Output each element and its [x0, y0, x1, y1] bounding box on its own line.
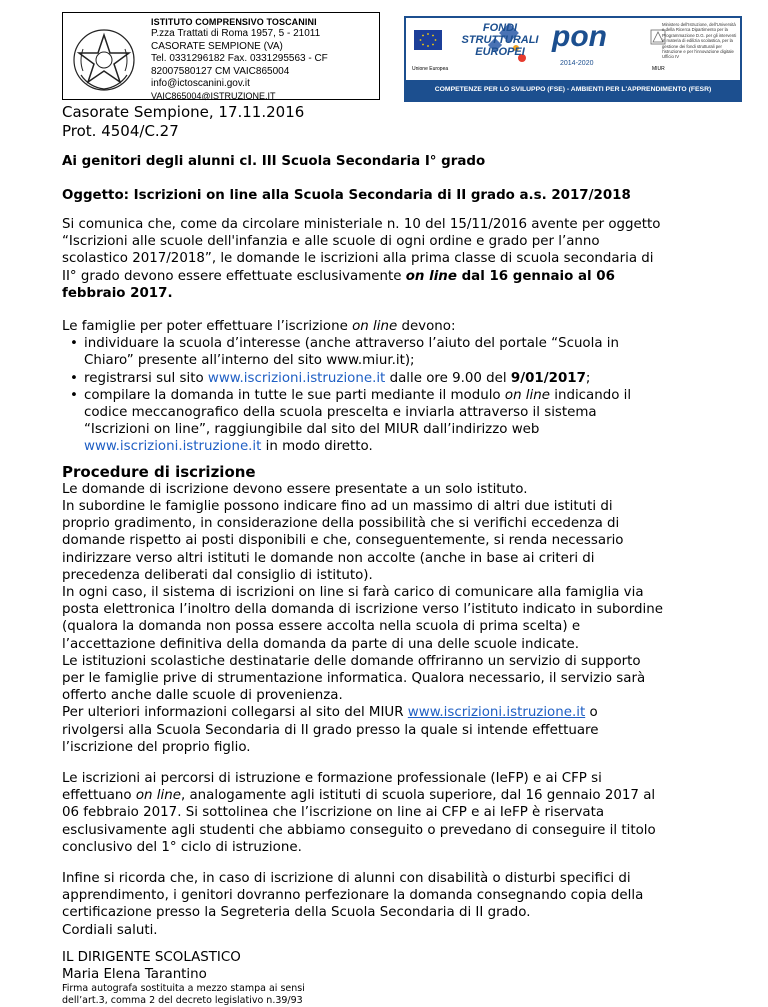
- signature-note-line-1: Firma autografa sostituita a mezzo stampa ai sensi: [62, 983, 305, 995]
- republic-emblem-icon: [69, 25, 139, 95]
- school-email: info@ictoscanini.gov.it: [151, 78, 250, 90]
- procedure-line: domande rispetto ai posti disponibili e che, conseguentemente, si renda necessario: [62, 533, 624, 549]
- bullet-icon: •: [70, 387, 78, 403]
- procedure-line: posta elettronica l’inoltro della domanda di iscrizione verso l’istituto indicato in subordine: [62, 602, 663, 618]
- school-pec: VAIC865004@ISTRUZIONE.IT: [151, 91, 276, 102]
- signature-note-line-2: dell’art.3, comma 2 del decreto legislativo n.39/93: [62, 995, 303, 1007]
- procedure-line: Le istituzioni scolastiche destinatarie delle domande offriranno un servizio di supporto: [62, 653, 641, 669]
- signature-role: IL DIRIGENTE SCOLASTICO: [62, 949, 241, 965]
- closing-line-3: certificazione presso la Segreteria della Scuola Secondaria di II grado.: [62, 905, 531, 921]
- more-info-line-3: l’iscrizione del proprio figlio.: [62, 739, 251, 755]
- families-lead-online: on line: [352, 319, 398, 334]
- iefp-line-2: [62, 787, 655, 804]
- school-codes: 82007580127 CM VAIC865004: [151, 65, 290, 77]
- procedure-line: precedenza deliberati dal consiglio di istituto).: [62, 567, 373, 583]
- pon-years: 2014-2020: [560, 60, 594, 67]
- pon-logo: pon: [552, 20, 607, 53]
- protocol-number: Prot. 4504/C.27: [62, 122, 179, 140]
- intro-line-3: scolastico 2017/2018”, le domande le iscrizioni alla prima classe di scuola secondaria di: [62, 251, 654, 267]
- school-phones: Tel. 0331296182 Fax. 0331295563 - CF: [151, 53, 328, 65]
- bullet-2: [84, 370, 590, 387]
- procedures-heading: Procedure di iscrizione: [62, 462, 256, 481]
- iscrizioni-link-3[interactable]: www.iscrizioni.istruzione.it: [407, 705, 586, 721]
- iefp-line-4: esclusivamente agli studenti che abbiamo conseguito o prevedano di conseguire il titolo: [62, 822, 656, 838]
- place-date: Casorate Sempione, 17.11.2016: [62, 103, 305, 121]
- closing-line-2: apprendimento, i genitori dovranno perfezionare la domanda consegnando copia della: [62, 888, 644, 904]
- banner-caption: COMPETENZE PER LO SVILUPPO (FSE) - AMBIENTI PER L'APPRENDIMENTO (FESR): [406, 80, 740, 100]
- procedure-line: In ogni caso, il sistema di iscrizioni on line si farà carico di comunicare alla famiglia via: [62, 585, 644, 600]
- bullet-3-online: on line: [504, 387, 550, 403]
- subject: Oggetto: Iscrizioni on line alla Scuola Secondaria di II grado a.s. 2017/2018: [62, 188, 631, 203]
- procedure-line: (qualora la domanda non possa essere accolta nella scuola di prima scelta) e: [62, 619, 581, 635]
- families-lead-a: Le famiglie per poter effettuare l’iscrizione: [62, 319, 353, 334]
- school-name: ISTITUTO COMPRENSIVO TOSCANINI: [151, 17, 317, 27]
- intro-line-4: [62, 268, 615, 285]
- bullet-3-tail: in modo diretto.: [261, 439, 373, 455]
- iefp-line-1: Le iscrizioni ai percorsi di istruzione e formazione professionale (IeFP) e ai CFP si: [62, 771, 602, 786]
- fondi-line2: STRUTTURALI: [461, 34, 539, 46]
- bullet-2-a: registrarsi sul sito: [84, 370, 208, 386]
- school-info: [151, 16, 375, 103]
- iefp-c: , analogamente agli istituti di scuola superiore, dal 16 gennaio 2017 al: [180, 788, 656, 804]
- ministry-text: Ministero dell'Istruzione, dell'Università e della Ricerca Dipartimento per la Programmazione D.G. per gli interventi in materia di edilizia scolastica, per la gestione dei fondi strutturali per l'istruzione e per l'innovazione digitale Ufficio IV: [662, 22, 737, 60]
- iscrizioni-link[interactable]: www.iscrizioni.istruzione.it: [207, 370, 386, 386]
- bullet-3-line-2: codice meccanografico della scuola prescelta e inviarla attraverso il sistema: [84, 405, 597, 420]
- closing-line-1: Infine si ricorda che, in caso di iscrizione di alunni con disabilità o disturbi specifici di: [62, 871, 631, 886]
- bullet-3-line-1: [84, 387, 631, 404]
- fondi-line1: FONDI: [482, 22, 518, 34]
- bullet-2-b: dalle ore 9.00 del: [385, 370, 511, 386]
- iefp-line-5: conclusivo del 1° ciclo di istruzione.: [62, 839, 302, 855]
- more-info-b: o: [585, 705, 598, 721]
- bullet-1-line-2: Chiaro” presente all’interno del sito www.miur.it);: [84, 353, 415, 369]
- iefp-online: on line: [135, 788, 181, 804]
- bullet-3-a: compilare la domanda in tutte le sue parti mediante il modulo: [84, 387, 505, 403]
- iefp-a: effettuano: [62, 788, 136, 804]
- procedure-line: proprio gradimento, in considerazione della possibilità che si verifichi eccedenza di: [62, 516, 620, 532]
- miur-label: MIUR: [652, 66, 665, 72]
- procedure-line: Le domande di iscrizione devono essere presentate a un solo istituto.: [62, 481, 528, 497]
- recipients: Ai genitori degli alunni cl. III Scuola Secondaria I° grado: [62, 154, 486, 169]
- more-info-line-2: rivolgersi alla Scuola Secondaria di II grado presso la quale si intende effettuare: [62, 722, 599, 738]
- more-info-a: Per ulteriori informazioni collegarsi al sito del MIUR: [62, 705, 408, 721]
- families-lead-c: devono:: [397, 319, 456, 334]
- procedure-line: per le famiglie prive di strumentazione informatica. Qualora necessario, il servizio sarà: [62, 671, 646, 686]
- procedure-line: indirizzare verso altri istituti le domande non accolte (anche in base ai criteri di: [62, 550, 595, 566]
- more-info-line-1: [62, 704, 598, 721]
- bullet-2-date: 9/01/2017: [510, 370, 586, 386]
- school-address: P.zza Trattati di Roma 1957, 5 - 21011: [151, 28, 321, 40]
- iscrizioni-link-2[interactable]: www.iscrizioni.istruzione.it: [84, 439, 262, 455]
- intro-line-4a: II° grado devono essere effettuate esclusivamente: [62, 268, 406, 284]
- intro-line-2: “Iscrizioni alle scuole dell'infanzia e alle scuole di ogni ordine e grado per l’anno: [62, 234, 600, 250]
- bullet-3-line-3: “Iscrizioni on line”, raggiungibile dal sito del MIUR dall’indirizzo web: [84, 422, 540, 438]
- bullet-3-c: indicando il: [549, 387, 632, 403]
- school-header-box: [62, 12, 380, 100]
- bullet-3-line-4: [84, 438, 373, 455]
- procedure-line: In subordine le famiglie possono indicare fino ad un massimo di altri due istituti di: [62, 499, 613, 514]
- bullet-icon: •: [70, 336, 78, 352]
- bullet-2-c: ;: [585, 370, 591, 386]
- procedure-line: l’accettazione definitiva della domanda da parte di una delle scuole indicate.: [62, 636, 580, 652]
- intro-line-1: Si comunica che, come da circolare ministeriale n. 10 del 15/11/2016 avente per oggetto: [62, 217, 661, 232]
- bullet-icon: •: [70, 370, 78, 386]
- iefp-line-3: 06 febbraio 2017. Si sottolinea che l’iscrizione on line ai CFP e ai IeFP è riservata: [62, 805, 605, 821]
- intro-line-5: febbraio 2017.: [62, 285, 173, 301]
- fondi-logo: [450, 22, 550, 58]
- intro-online-emphasis: on line: [405, 268, 457, 284]
- signature-name: Maria Elena Tarantino: [62, 967, 207, 982]
- eu-label: Unione Europea: [412, 66, 449, 72]
- school-city: CASORATE SEMPIONE (VA): [151, 40, 283, 52]
- families-lead: [62, 318, 456, 335]
- closing-greeting: Cordiali saluti.: [62, 922, 158, 938]
- fondi-line3: EUROPEI: [475, 46, 525, 58]
- procedure-line: offerto anche dalle scuole di provenienza.: [62, 688, 343, 704]
- intro-dates: dal 16 gennaio al 06: [456, 268, 615, 284]
- bullet-1-line-1: individuare la scuola d’interesse (anche attraverso l’aiuto del portale “Scuola in: [84, 336, 620, 352]
